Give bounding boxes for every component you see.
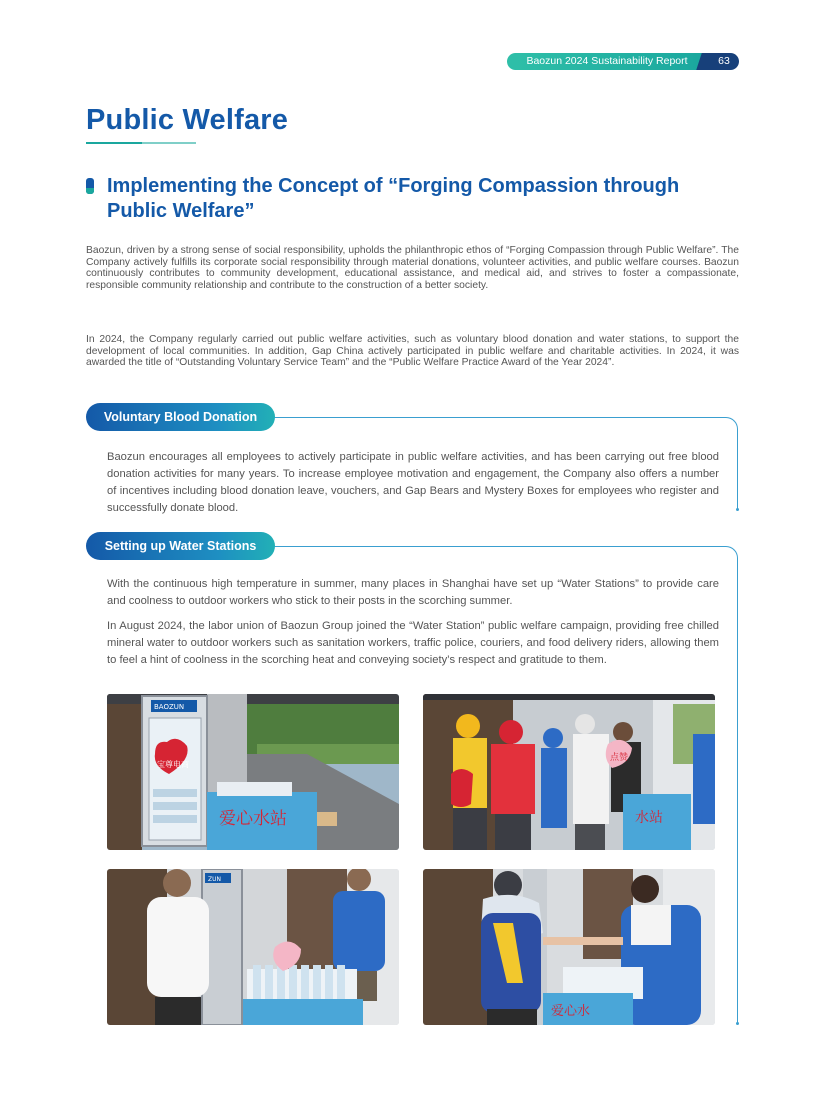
title-underline bbox=[86, 142, 196, 144]
svg-text:水站: 水站 bbox=[635, 810, 663, 826]
svg-text:宝尊电商: 宝尊电商 bbox=[157, 760, 189, 769]
photo-volunteer-handing-water bbox=[423, 869, 715, 1025]
water-stations-title: Setting up Water Stations bbox=[86, 532, 275, 560]
photo-worker-with-volunteer bbox=[107, 869, 399, 1025]
photo-delivery-riders bbox=[423, 694, 715, 850]
svg-text:点赞: 点赞 bbox=[610, 753, 629, 763]
page-title: Public Welfare bbox=[86, 104, 289, 136]
water-stations-text-2: In August 2024, the labor union of Baozun Group joined the “Water Station” public welfare campaign, providing free chilled mineral water to outdoor workers such as sanitation workers, traffic police, couriers, and food delivery riders, allowing them to feel a hint of coolness in the scorching heat and conveying society’s respect and gratitude to them. bbox=[107, 620, 719, 666]
section-marker-icon bbox=[86, 178, 94, 194]
blood-donation-title: Voluntary Blood Donation bbox=[86, 403, 275, 431]
blood-donation-text: Baozun encourages all employees to actively participate in public welfare activities, and has been carrying out free blood donation activities for many years. To increase employee motivation and engagement, the Company also offers a number of incentives including blood donation leave, vouchers, and Gap Bears and Mystery Boxes for employees who register and successfully donate blood. bbox=[107, 451, 719, 514]
report-header-badge bbox=[507, 53, 739, 70]
frame-end-dot bbox=[736, 1022, 739, 1025]
frame-end-dot bbox=[736, 508, 739, 511]
svg-text:ZUN: ZUN bbox=[208, 876, 221, 883]
water-stations-text-1: With the continuous high temperature in summer, many places in Shanghai have set up “Water Stations” to provide care and coolness to outdoor workers who stick to their posts in the scorching summer. bbox=[107, 578, 719, 607]
intro-paragraph-1: Baozun, driven by a strong sense of social responsibility, upholds the philanthropic ethos of “Forging Compassion through Public Welfare”. The Company actively fulfills its corporate social responsibility through material donations, volunteer activities, and public welfare courses. Baozun continuously contributes to community development, educational assistance, and medical aid, and strives to foster a compassionate, responsible community relationship and contribute to the construction of a better society. bbox=[86, 245, 739, 291]
photo-water-station-fridge bbox=[107, 694, 399, 850]
report-label: Baozun 2024 Sustainability Report bbox=[507, 53, 707, 70]
section-heading: Implementing the Concept of “Forging Compassion through Public Welfare” bbox=[107, 175, 680, 222]
intro-paragraph-2: In 2024, the Company regularly carried out public welfare activities, such as voluntary blood donation and water stations, to support the development of local communities. In addition, Gap China actively participated in public welfare and charitable activities. In 2024, it was awarded the title of “Outstanding Voluntary Service Team” and the “Public Welfare Practice Award of the Year 2024”. bbox=[86, 334, 739, 369]
svg-text:爱心水站: 爱心水站 bbox=[219, 809, 287, 829]
svg-text:爱心水: 爱心水 bbox=[551, 1004, 591, 1019]
page-number: 63 bbox=[705, 53, 739, 70]
svg-text:BAOZUN: BAOZUN bbox=[154, 703, 185, 711]
